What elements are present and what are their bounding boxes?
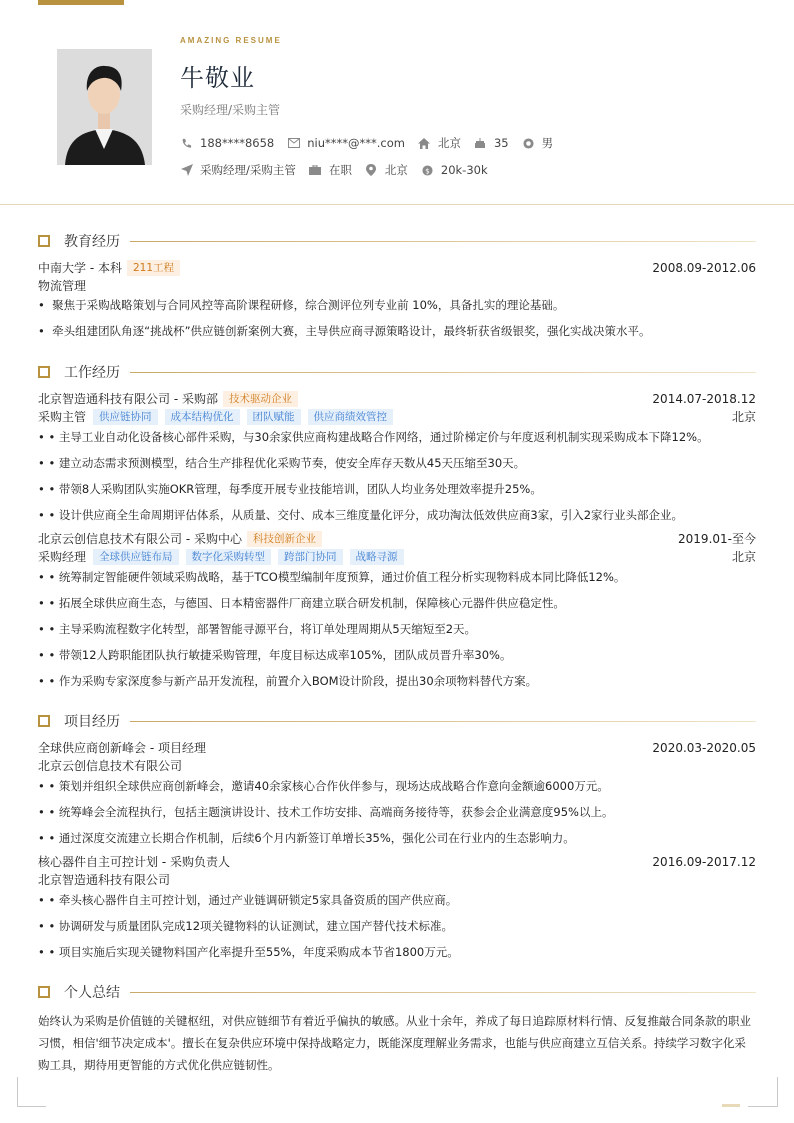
project-org-row [38,757,756,774]
target-city-text: 北京 [384,163,408,177]
school-tag: 211工程 [127,260,180,276]
project-date: 2020.03-2020.05 [652,740,756,755]
section-square-icon [38,366,50,378]
phone-icon [180,137,193,150]
home-icon [418,137,431,150]
age-text: 35 [493,136,509,150]
job-title: 采购经理/采购主管 [180,103,281,117]
skill-tag: 成本结构优化 [165,409,240,425]
project-name: 全球供应商创新峰会 - 项目经理 [38,741,206,755]
project-name: 核心器件自主可控计划 - 采购负责人 [38,855,230,869]
home-item [418,135,461,151]
project-date: 2016.09-2017.12 [652,854,756,869]
candidate-name: 牛敬业 [180,64,255,92]
skill-tag: 战略寻源 [350,549,404,565]
section-square-icon [38,715,50,727]
top-accent-bar [38,0,124,5]
mail-icon [287,137,300,150]
job-date: 2019.01-至今 [678,532,756,546]
company-name: 北京智造通科技有限公司 - 采购部 [38,392,218,406]
project-org-row [38,871,756,888]
briefcase-icon [309,164,322,177]
avatar-photo [57,49,152,165]
project-bullet: • • 通过深度交流建立长期合作机制，后续6个月内新签订单增长35%，强化公司在行业内的生态影响力。 [38,831,575,845]
job-city: 北京 [731,550,756,564]
svg-text:$: $ [425,165,430,175]
home-city-text: 北京 [437,136,461,150]
section-label: 工作经历 [64,365,120,381]
phone-item [180,136,274,150]
job-role-row [38,408,756,425]
section-label: 教育经历 [64,234,120,250]
project-title-row [38,853,756,870]
section-rule [130,721,756,722]
section-label: 个人总结 [64,985,120,1001]
section-square-icon [38,986,50,998]
education-bullet: • 牵头组建团队角逐“挑战杯”供应链创新案例大赛，主导供应商寻源策略设计，最终斩获省级银奖，强化实战决策水平。 [38,324,651,338]
skill-tag: 供应商绩效管控 [308,409,394,425]
job-bullet: • • 带领8人采购团队实施OKR管理，每季度开展专业技能培训，团队人均业务处理效率提升25%。 [38,482,542,496]
job-bullet: • • 统筹制定智能硬件领域采购战略，基于TCO模型编制年度预算，通过价值工程分析实现物料成本同比降低12%。 [38,570,626,584]
job-date: 2014.07-2018.12 [652,391,756,406]
target-city-item [365,162,408,178]
corner-decoration-right [748,1077,778,1107]
salary-item [421,163,488,177]
contact-info-row [180,135,566,151]
project-bullet: • • 协调研发与质量团队完成12项关键物料的认证测试，建立国产替代技术标准。 [38,919,454,933]
job-role: 采购经理 [38,550,87,564]
project-org: 北京云创信息技术有限公司 [38,759,183,773]
skill-tag: 跨部门协同 [278,549,343,565]
send-icon [180,164,193,177]
job-bullet: • • 带领12人跨职能团队执行敏捷采购管理，年度目标达成率105%，团队成员晋升率30%。 [38,648,512,662]
employment-status-text: 在职 [328,163,352,177]
target-position-text: 采购经理/采购主管 [200,163,296,177]
job-bullet: • • 建立动态需求预测模型，结合生产排程优化采购节奏，使安全库存天数从45天压缩至30天。 [38,456,526,470]
education-bullet: • 聚焦于采购战略策划与合同风控等高阶课程研修，综合测评位列专业前 10%，具备扎实的理论基础。 [38,298,565,312]
gender-item [522,135,554,151]
salary-icon [421,164,434,177]
job-company-row [38,530,756,547]
company-name: 北京云创信息技术有限公司 - 采购中心 [38,532,242,546]
resume-tagline: AMAZING RESUME [180,36,282,45]
summary-text: 始终认为采购是价值链的关键枢纽，对供应链细节有着近乎偏执的敏感。从业十余年，养成了每日追踪原材料行情、反复推敲合同条款的职业习惯，相信'细节决定成本'。擅长在复杂供应环境中保持战略定力，既能深度理解业务需求，也能与供应商建立互信关系。持续学习数字化采购工具，期待用更智能的方式优化供应链韧性。 [38,1014,751,1072]
section-rule [130,372,756,373]
skill-tag: 供应链协同 [93,409,158,425]
section-summary-title [38,982,756,1002]
job-bullet: • • 主导工业自动化设备核心部件采购，与30余家供应商构建战略合作网络，通过阶梯定价与年度返利机制实现采购成本下降12%。 [38,430,709,444]
project-bullet: • • 策划并组织全球供应商创新峰会，邀请40余家核心合作伙伴参与，现场达成战略合作意向金额逾6000万元。 [38,779,609,793]
job-city: 北京 [731,410,756,424]
project-bullet: • • 统筹峰会全流程执行，包括主题演讲设计、技术工作坊安排、高端商务接待等，获参会企业满意度95%以上。 [38,805,614,819]
project-bullet: • • 牵头核心器件自主可控计划，通过产业链调研锁定5家具备资质的国产供应商。 [38,893,458,907]
project-org: 北京智造通科技有限公司 [38,873,171,887]
project-title-row [38,739,756,756]
cake-icon [474,137,487,150]
job-company-row [38,390,756,407]
education-major-row [38,277,756,294]
section-work-title [38,362,756,382]
section-projects-title [38,711,756,731]
job-role-row [38,548,756,565]
gender-icon [522,137,535,150]
education-school-row [38,259,756,276]
location-icon [365,164,378,177]
company-tag: 科技创新企业 [247,531,322,547]
skill-tag: 全球供应链布局 [93,549,179,565]
company-tag: 技术驱动企业 [223,391,298,407]
status-item [309,162,352,178]
major-name: 物流管理 [38,279,87,293]
corner-decoration-left [17,1077,46,1107]
skill-tag: 团队赋能 [247,409,301,425]
target-position-item [180,162,296,178]
email-item [287,136,405,150]
skill-tag: 数字化采购转型 [186,549,272,565]
age-item [474,136,509,150]
section-rule [130,241,756,242]
gender-text: 男 [541,136,554,150]
section-rule [130,992,756,993]
email-text: niu****@***.com [307,136,405,150]
section-label: 项目经历 [64,714,120,730]
job-bullet: • • 主导采购流程数字化转型，部署智能寻源平台，将订单处理周期从5天缩短至2天。 [38,622,477,636]
header-divider [0,204,794,205]
section-square-icon [38,235,50,247]
avatar-portrait-icon [57,49,152,165]
job-bullet: • • 设计供应商全生命周期评估体系，从质量、交付、成本三维度量化评分，成功淘汰低效供应商3家，引入2家行业头部企业。 [38,508,684,522]
job-bullet: • • 作为采购专家深度参与新产品开发流程，前置介入BOM设计阶段，提出30余项物料替代方案。 [38,674,538,688]
school-name: 中南大学 - 本科 [38,261,122,275]
salary-text: 20k-30k [440,163,488,177]
section-education-title [38,231,756,251]
job-intent-row [180,162,501,178]
education-date: 2008.09-2012.06 [652,260,756,275]
phone-text: 188****8658 [200,136,275,150]
project-bullet: • • 项目实施后实现关键物料国产化率提升至55%，年度采购成本节省1800万元。 [38,945,459,959]
job-bullet: • • 拓展全球供应商生态，与德国、日本精密器件厂商建立联合研发机制，保障核心元器件供应稳定性。 [38,596,565,610]
job-role: 采购主管 [38,410,87,424]
bottom-accent-bar [722,1104,740,1107]
